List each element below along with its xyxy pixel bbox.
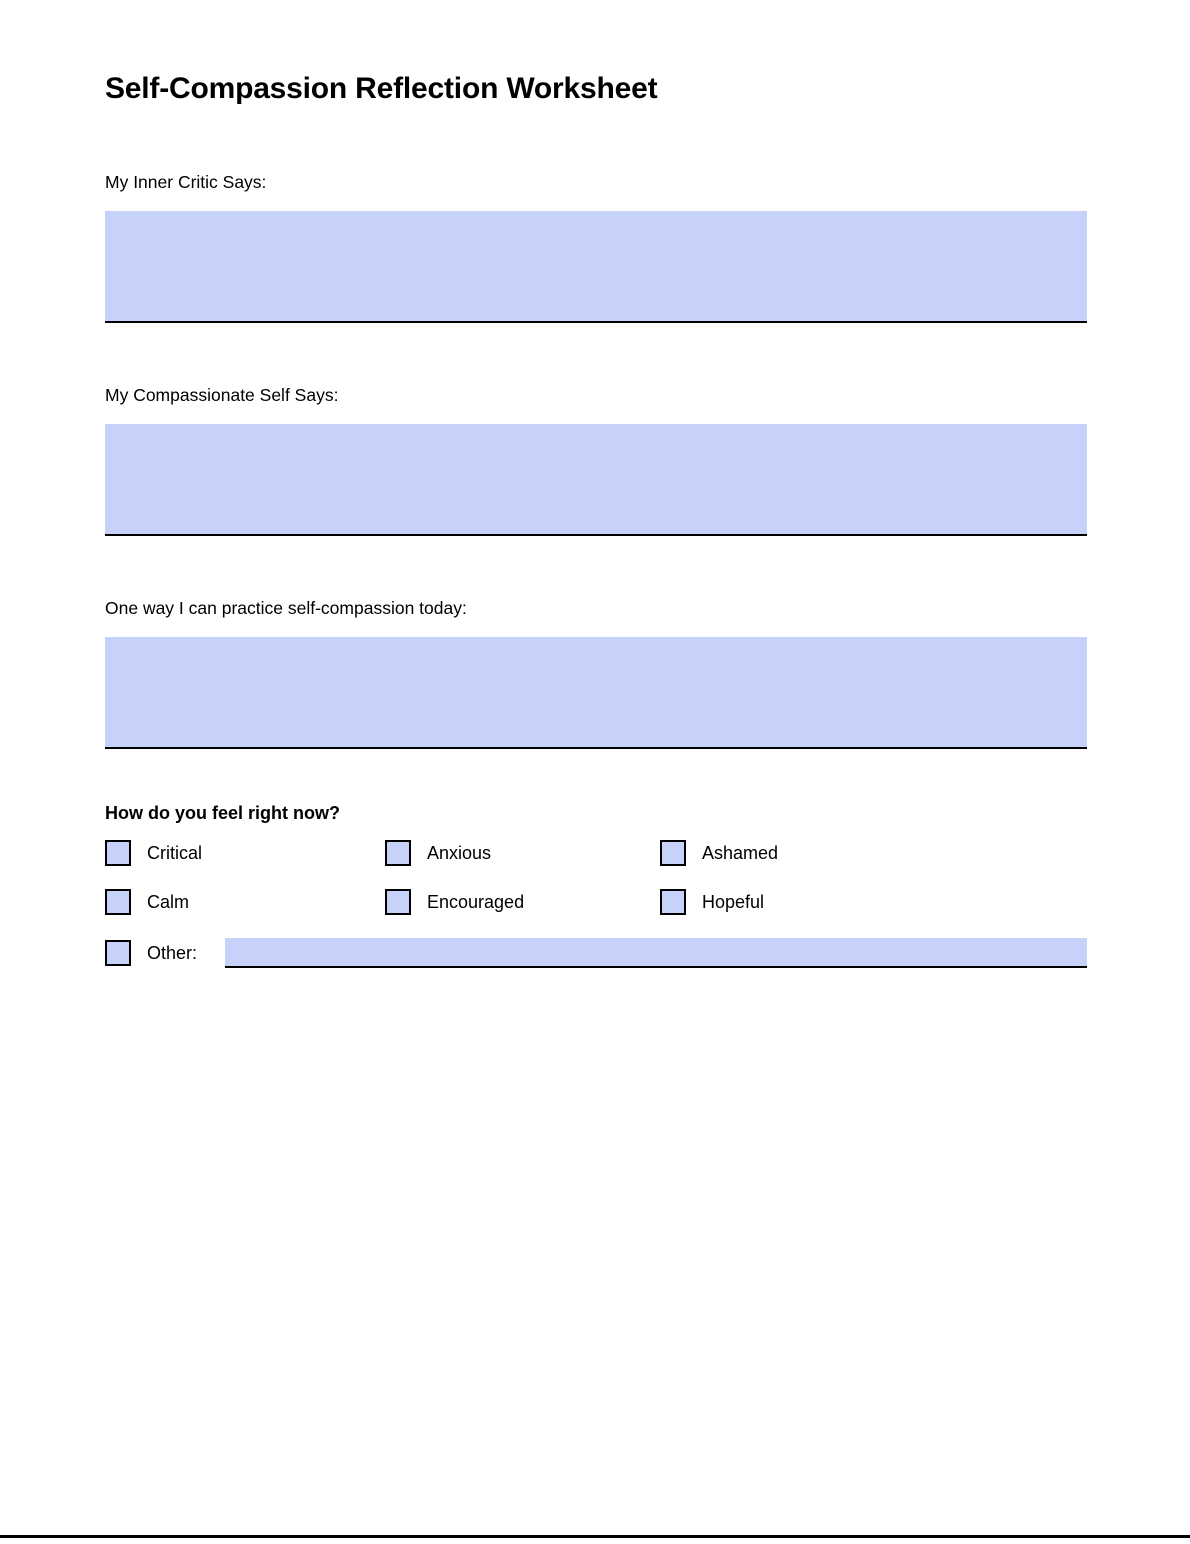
field-input-practice-today[interactable] xyxy=(105,637,1087,749)
checkbox-label: Hopeful xyxy=(702,891,765,912)
other-input[interactable] xyxy=(225,938,1087,968)
checkbox-label: Ashamed xyxy=(702,842,779,863)
checkbox-label: Critical xyxy=(147,842,203,863)
checkbox-item-calm[interactable] xyxy=(105,889,385,915)
page-title: Self-Compassion Reflection Worksheet xyxy=(105,72,658,105)
checkbox-item-anxious[interactable] xyxy=(385,840,660,866)
checkbox-item-critical[interactable] xyxy=(105,840,385,866)
feelings-heading: How do you feel right now? xyxy=(105,803,340,823)
page-bottom-rule xyxy=(0,1535,1190,1538)
feelings-checkbox-grid xyxy=(105,840,1087,915)
checkbox-item-ashamed[interactable] xyxy=(660,840,1087,866)
checkbox-label-other: Other: xyxy=(147,942,198,963)
checkbox-label: Encouraged xyxy=(427,891,525,912)
field-input-inner-critic[interactable] xyxy=(105,211,1087,323)
checkbox-icon[interactable] xyxy=(660,889,686,915)
field-label-practice-today: One way I can practice self-compassion today: xyxy=(105,598,467,618)
checkbox-item-hopeful[interactable] xyxy=(660,889,1087,915)
checkbox-label: Calm xyxy=(147,891,190,912)
checkbox-icon[interactable] xyxy=(105,889,131,915)
checkbox-icon[interactable] xyxy=(385,840,411,866)
checkbox-item-encouraged[interactable] xyxy=(385,889,660,915)
field-label-compassionate-self: My Compassionate Self Says: xyxy=(105,385,339,405)
checkbox-label: Anxious xyxy=(427,842,492,863)
checkbox-icon[interactable] xyxy=(385,889,411,915)
checkbox-icon[interactable] xyxy=(105,840,131,866)
checkbox-item-other[interactable] xyxy=(105,938,1087,968)
checkbox-icon[interactable] xyxy=(660,840,686,866)
worksheet-content xyxy=(105,0,1087,968)
checkbox-icon[interactable] xyxy=(105,940,131,966)
field-label-inner-critic: My Inner Critic Says: xyxy=(105,172,267,192)
field-input-compassionate-self[interactable] xyxy=(105,424,1087,536)
